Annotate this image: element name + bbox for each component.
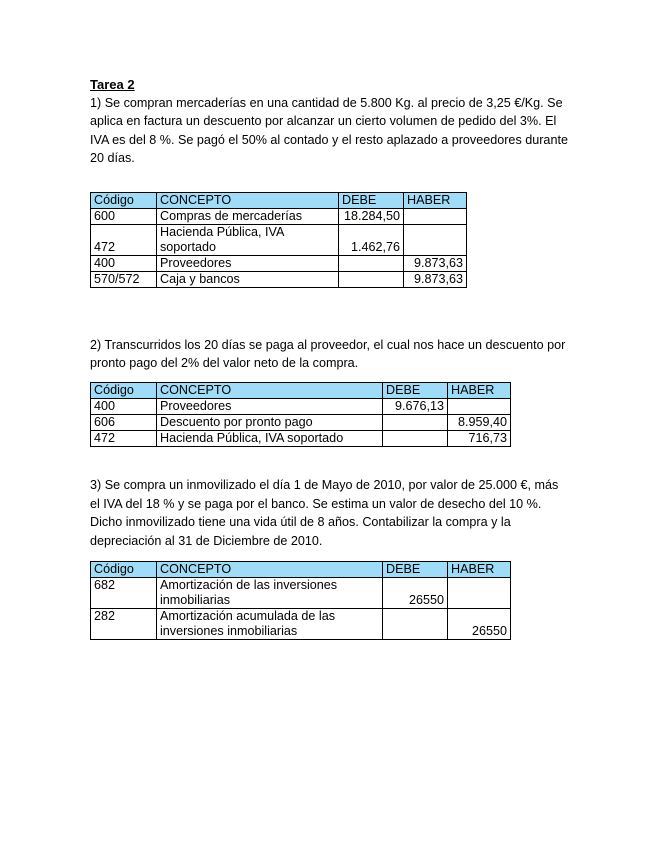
header-haber: HABER [448,383,511,399]
exercise-3-statement: 3) Se compra un inmovilizado el día 1 de Mayo de 2010, por valor de 25.000 €, más el IVA del 18 % y se paga por el banco. Se estima un valor de desecho del 10 %. Dicho inmovilizado tiene una vida útil de 8 años. Contabilizar la compra y la depreciación al 31 de Diciembre de 2010. [90,478,559,548]
cell-haber [448,399,511,415]
cell-debe [383,431,448,447]
table-header-row [91,383,511,399]
document-page [90,76,570,640]
table-row [91,431,511,447]
header-concepto: CONCEPTO [157,562,383,578]
cell-debe [339,255,404,271]
cell-concepto: Compras de mercaderías [157,208,339,224]
table-header-row [91,562,511,578]
journal-table-3 [90,561,511,640]
cell-concepto: Caja y bancos [157,271,339,287]
cell-codigo: 600 [91,208,157,224]
table-row [91,578,511,609]
header-codigo: Código [91,192,157,208]
cell-haber: 716,73 [448,431,511,447]
table-row [91,208,467,224]
cell-debe: 9.676,13 [383,399,448,415]
document-title: Tarea 2 [90,77,135,92]
cell-concepto: Proveedores [157,255,339,271]
cell-debe [383,609,448,640]
table-row [91,415,511,431]
cell-debe: 1.462,76 [339,224,404,255]
cell-codigo: 570/572 [91,271,157,287]
table-row [91,271,467,287]
header-debe: DEBE [383,562,448,578]
cell-haber [404,224,467,255]
cell-codigo: 282 [91,609,157,640]
exercise-1-statement: 1) Se compran mercaderías en una cantidad de 5.800 Kg. al precio de 3,25 €/Kg. Se aplica en factura un descuento por alcanzar un cierto volumen de pedido del 3%. El IVA es del 8 %. Se pagó el 50% al contado y el resto aplazado a proveedores durante 20 días. [90,96,568,166]
cell-haber [404,208,467,224]
cell-concepto: Proveedores [157,399,383,415]
cell-codigo: 472 [91,224,157,255]
table-row [91,224,467,255]
cell-concepto: Amortización de las inversiones inmobiliarias [157,578,383,609]
cell-debe: 26550 [383,578,448,609]
table-row [91,399,511,415]
header-concepto: CONCEPTO [157,383,383,399]
journal-table-1 [90,192,467,288]
header-debe: DEBE [383,383,448,399]
cell-concepto: Descuento por pronto pago [157,415,383,431]
header-concepto: CONCEPTO [157,192,339,208]
cell-codigo: 472 [91,431,157,447]
cell-codigo: 400 [91,399,157,415]
cell-debe [383,415,448,431]
header-codigo: Código [91,562,157,578]
journal-table-2 [90,382,511,447]
cell-concepto: Hacienda Pública, IVA soportado [157,224,339,255]
table-row [91,255,467,271]
cell-debe [339,271,404,287]
header-haber: HABER [448,562,511,578]
cell-haber: 8.959,40 [448,415,511,431]
header-haber: HABER [404,192,467,208]
table-header-row [91,192,467,208]
cell-concepto: Hacienda Pública, IVA soportado [157,431,383,447]
cell-haber: 9.873,63 [404,255,467,271]
header-debe: DEBE [339,192,404,208]
cell-codigo: 400 [91,255,157,271]
cell-haber [448,578,511,609]
cell-debe: 18.284,50 [339,208,404,224]
exercise-2-statement: 2) Transcurridos los 20 días se paga al proveedor, el cual nos hace un descuento por pronto pago del 2% del valor neto de la compra. [90,337,566,371]
table-row [91,609,511,640]
header-codigo: Código [91,383,157,399]
cell-codigo: 682 [91,578,157,609]
cell-concepto: Amortización acumulada de las inversiones inmobiliarias [157,609,383,640]
cell-haber: 26550 [448,609,511,640]
cell-codigo: 606 [91,415,157,431]
cell-haber: 9.873,63 [404,271,467,287]
